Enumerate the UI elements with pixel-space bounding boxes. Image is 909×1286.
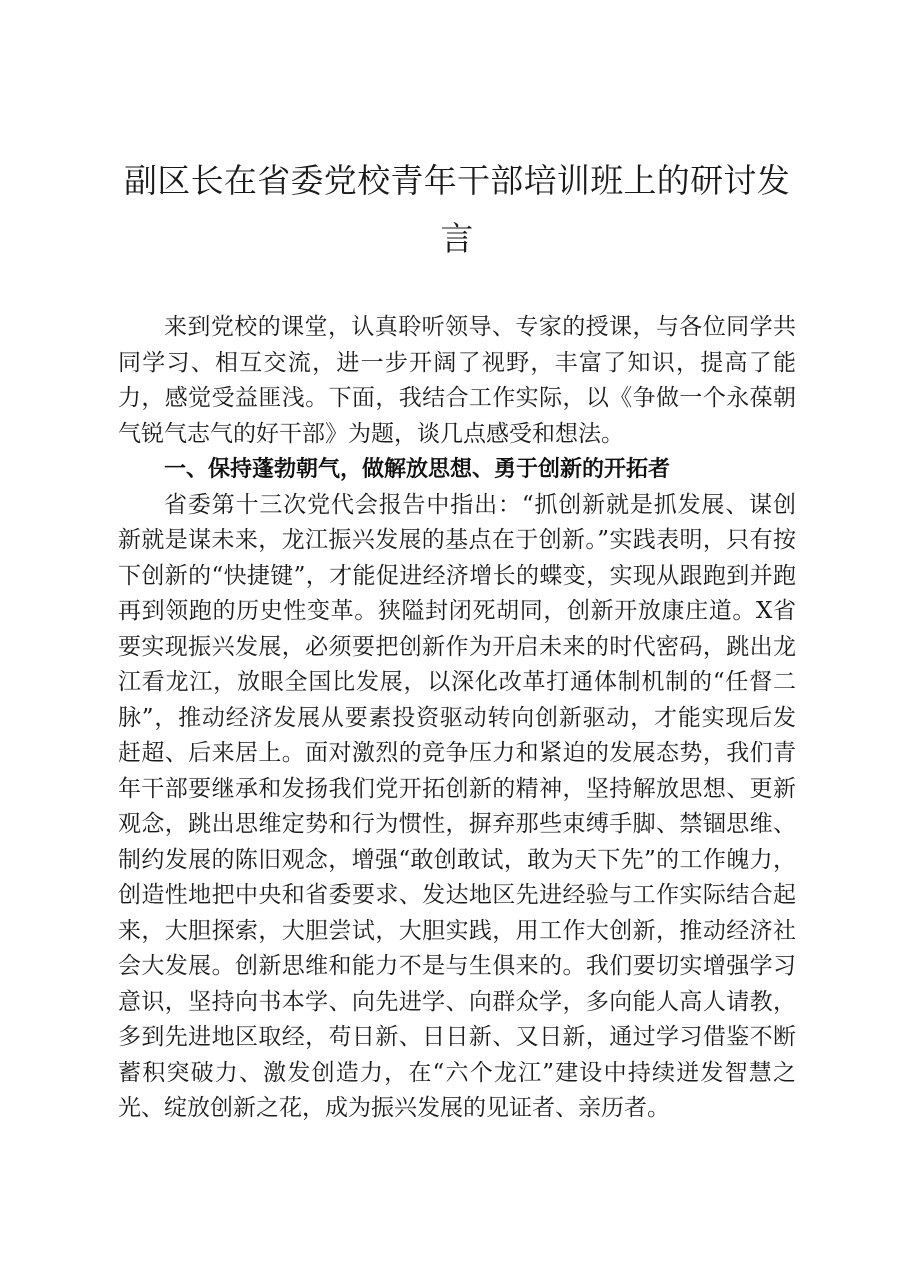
section-paragraph: 省委第十三次党代会报告中指出：“抓创新就是抓发展、谋创新就是谋未来，龙江振兴发展的基点在于创新。”实践表明，只有按下创新的“快捷键”，才能促进经济增长的蝶变，实现从跟跑到并跑再到领跑的历史性变革。狭隘封闭死胡同，创新开放康庄道。X省要实现振兴发展，必须要把创新作为开启未来的时代密码，跳出龙江看龙江，放眼全国比发展，以深化改革打通体制机制的“任督二脉”，推动经济发展从要素投资驱动转向创新驱动，才能实现后发赶超、后来居上。面对激烈的竞争压力和紧迫的发展态势，我们青年干部要继承和发扬我们党开拓创新的精神，坚持解放思想、更新观念，跳出思维定势和行为惯性，摒弃那些束缚手脚、禁锢思维、制约发展的陈旧观念，增强“敢创敢试，敢为天下先”的工作魄力，创造性地把中央和省委要求、发达地区先进经验与工作实际结合起来，大胆探索，大胆尝试，大胆实践，用工作大创新，推动经济社会大发展。创新思维和能力不是与生俱来的。我们要切实增强学习意识，坚持向书本学、向先进学、向群众学，多向能人高人请教，多到先进地区取经，苟日新、日日新、又日新，通过学习借鉴不断蓄积突破力、激发创造力，在“六个龙江”建设中持续迸发智慧之光、绽放创新之花，成为振兴发展的见证者、亲历者。 (118, 491, 796, 1121)
section-heading: 一、保持蓬勃朝气，做解放思想、勇于创新的开拓者 (164, 457, 671, 482)
document-body (118, 310, 796, 1127)
document-title: 副区长在省委党校青年干部培训班上的研讨发言 (124, 161, 790, 258)
intro-paragraph: 来到党校的课堂，认真聆听领导、专家的授课，与各位同学共同学习、相互交流，进一步开阔了视野，丰富了知识，提高了能力，感觉受益匪浅。下面，我结合工作实际，以《争做一个永葆朝气锐气志气的好干部》为题，谈几点感受和想法。 (118, 314, 796, 447)
